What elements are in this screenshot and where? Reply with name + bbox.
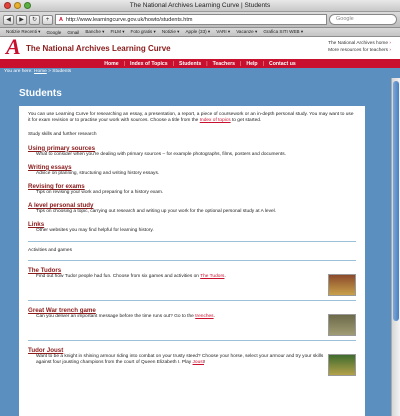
nav-contact-us[interactable]: Contact us <box>268 60 296 67</box>
bookmark-item[interactable]: VARI ▾ <box>216 29 231 34</box>
archives-home-link[interactable]: The National Archives home › <box>328 40 391 47</box>
bookmark-item[interactable]: Notizie ▾ <box>161 29 180 34</box>
list-item <box>28 347 356 376</box>
vertical-scrollbar[interactable] <box>391 78 400 416</box>
reload-button[interactable]: ↻ <box>29 15 40 25</box>
item-description: Other websites you may find helpful for learning history. <box>36 228 154 234</box>
site-favicon-icon: A <box>59 16 63 23</box>
personal-study-link[interactable]: A level personal study <box>28 202 94 210</box>
breadcrumb-prefix: You are here: <box>4 69 33 74</box>
item-description: Tips on revising your work and preparing for a history exam. <box>36 190 164 196</box>
nav-home[interactable]: Home <box>104 60 119 67</box>
trenches-link[interactable]: trenches <box>195 313 214 319</box>
site-header <box>0 34 400 59</box>
window-title: The National Archives Learning Curve | Students <box>129 2 271 9</box>
item-description: Can you deliver an important message before the time runs out? Go to the trenches. <box>36 313 215 319</box>
breadcrumb <box>0 68 400 76</box>
nav-index-of-topics[interactable]: Index of Topics <box>130 60 168 67</box>
tudors-game-title[interactable]: The Tudors <box>28 266 62 274</box>
site-logo[interactable]: A <box>6 34 21 59</box>
item-description: Advice on planning, structuring and writing history essays. <box>36 170 160 176</box>
bookmark-item[interactable]: Apple (33) ▾ <box>185 29 211 34</box>
joust-thumbnail[interactable] <box>328 354 356 376</box>
add-bookmark-button[interactable]: + <box>42 15 53 25</box>
site-title: The National Archives Learning Curve <box>26 44 171 53</box>
tudor-joust-title[interactable]: Tudor Joust <box>28 346 64 354</box>
tudors-thumbnail[interactable] <box>328 274 356 296</box>
teacher-resources-link[interactable]: More resources for teachers › <box>328 47 391 54</box>
study-section-label: Study skills and further research <box>28 132 97 138</box>
window-titlebar <box>0 0 400 12</box>
back-button[interactable]: ◀ <box>3 15 14 25</box>
writing-essays-link[interactable]: Writing essays <box>28 163 72 171</box>
list-item <box>28 221 356 234</box>
bookmark-item[interactable]: Vacanze ▾ <box>236 29 258 34</box>
bookmarks-bar <box>0 28 400 37</box>
address-url: http://www.learningcurve.gov.uk/howto/students.htm <box>65 16 193 23</box>
list-item <box>28 202 356 215</box>
nav-students[interactable]: Students <box>179 60 202 67</box>
index-of-topics-link[interactable]: Index of topics <box>199 118 231 124</box>
bookmark-item[interactable]: FILM ▾ <box>110 29 125 34</box>
trench-game-title[interactable]: Great War trench game <box>28 306 96 314</box>
list-item <box>28 307 356 336</box>
section-divider <box>28 340 356 341</box>
nav-help[interactable]: Help <box>246 60 258 67</box>
revising-exams-link[interactable]: Revising for exams <box>28 183 85 191</box>
section-divider <box>28 241 356 242</box>
tudors-link[interactable]: The Tudors <box>200 273 225 279</box>
bookmark-item[interactable]: Grafica SITI WEB ▾ <box>263 29 304 34</box>
breadcrumb-current: > Students <box>48 69 72 74</box>
bookmark-item[interactable]: Gmail <box>67 29 80 35</box>
scrollbar-thumb[interactable] <box>393 81 399 321</box>
section-divider <box>28 300 356 301</box>
intro-text: You can use Learning Curve for researching an essay, a presentation, a report, a piece of coursework or an in-depth personal study. You may want to use it for exam revision or to practise your work with sources. Choose a title from the Index of topics to get started. <box>28 112 354 124</box>
bookmark-item[interactable]: Foto gratis ▾ <box>130 29 156 34</box>
item-description: Find out how Tudor people had fun. Choose from six games and activities on The Tudors. <box>36 273 226 279</box>
header-links <box>328 40 391 54</box>
bookmark-item[interactable]: Google <box>46 29 62 35</box>
list-item <box>28 183 356 196</box>
item-description: Want to be a knight in shining armour riding into combat on your trusty steed? Choose your horse, select your armour and try your skills against four jousting champions from the court of Queen Elizabeth I. Play Joust! <box>36 353 324 366</box>
browser-toolbar <box>0 12 400 28</box>
content-panel <box>19 106 365 416</box>
search-field[interactable]: Google <box>329 14 397 25</box>
forward-button[interactable]: ▶ <box>16 15 27 25</box>
breadcrumb-home-link[interactable]: Home <box>33 69 47 74</box>
list-item <box>28 164 356 177</box>
joust-link[interactable]: Joust <box>192 360 204 366</box>
page-title: Students <box>19 88 62 99</box>
links-link[interactable]: Links <box>28 221 45 229</box>
section-divider <box>28 260 356 261</box>
bookmark-item[interactable]: Banche ▾ <box>85 29 105 34</box>
main-navigation: Home | Index of Topics | Students | Teachers | Help | Contact us <box>0 59 400 68</box>
games-section-label: Activities and games <box>28 247 72 253</box>
list-item <box>28 145 356 158</box>
item-description: Tips on choosing a topic, carrying out research and writing up your work for the optional personal study at A level. <box>36 209 277 215</box>
address-bar[interactable] <box>55 14 327 25</box>
nav-teachers[interactable]: Teachers <box>212 60 235 67</box>
bookmark-item[interactable]: Notizie Recenti ▾ <box>6 29 41 34</box>
trench-thumbnail[interactable] <box>328 314 356 336</box>
list-item <box>28 267 356 296</box>
item-description: What to consider when you're dealing with primary sources – for example photographs, films, posters and documents. <box>36 151 286 157</box>
primary-sources-link[interactable]: Using primary sources <box>28 144 96 152</box>
